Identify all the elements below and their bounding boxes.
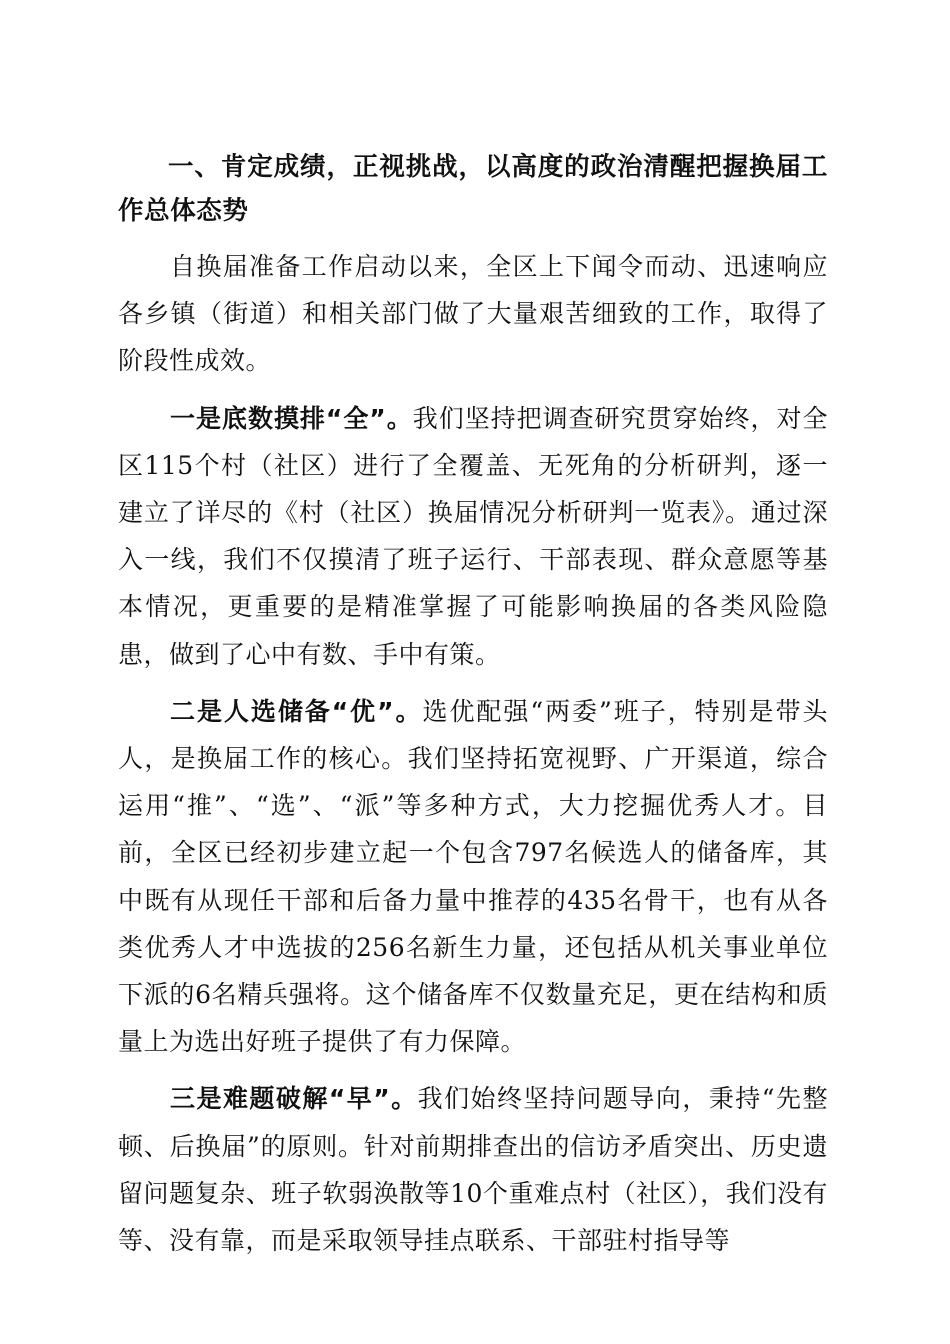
paragraph-intro [118, 243, 828, 385]
paragraph-point-1 [118, 395, 828, 678]
paragraph-text: 自换届准备工作启动以来，全区上下闻令而动、迅速响应各乡镇（街道）和相关部门做了大量艰苦细致的工作，取得了阶段性成效。 [118, 252, 828, 376]
paragraph-text: 我们坚持把调查研究贯穿始终，对全区115个村（社区）进行了全覆盖、无死角的分析研判，逐一建立了详尽的《村（社区）换届情况分析研判一览表》。通过深入一线，我们不仅摸清了班子运行、干部表现、群众意愿等基本情况，更重要的是精准掌握了可能影响换届的各类风险隐患，做到了心中有数、手中有策。 [118, 403, 828, 669]
paragraph-point-2 [118, 688, 828, 1066]
paragraph-text: 选优配强“两委”班子，特别是带头人，是换届工作的核心。我们坚持拓宽视野、广开渠道，综合运用“推”、“选”、“派”等多种方式，大力挖掘优秀人才。目前，全区已经初步建立起一个包含797名候选人的储备库，其中既有从现任干部和后备力量中推荐的435名骨干，也有从各类优秀人才中选拔的256名新生力量，还包括从机关事业单位下派的6名精兵强将。这个储备库不仅数量充足，更在结构和质量上为选出好班子提供了有力保障。 [118, 696, 828, 1057]
section-heading: 一、肯定成绩，正视挑战，以高度的政治清醒把握换届工作总体态势 [118, 152, 828, 226]
paragraph-point-3 [118, 1075, 828, 1264]
document-body [118, 145, 828, 1264]
paragraph-lead: 一是底数摸排“全”。 [170, 403, 413, 433]
paragraph-lead: 三是难题破解“早”。 [170, 1084, 418, 1114]
paragraph-text: 我们始终坚持问题导向，秉持“先整顿、后换届”的原则。针对前期排查出的信访矛盾突出、历史遗留问题复杂、班子软弱涣散等10个重难点村（社区），我们没有等、没有靠，而是采取领导挂点联系、干部驻村指导等 [118, 1084, 828, 1256]
paragraph-lead: 二是人选储备“优”。 [170, 696, 423, 726]
